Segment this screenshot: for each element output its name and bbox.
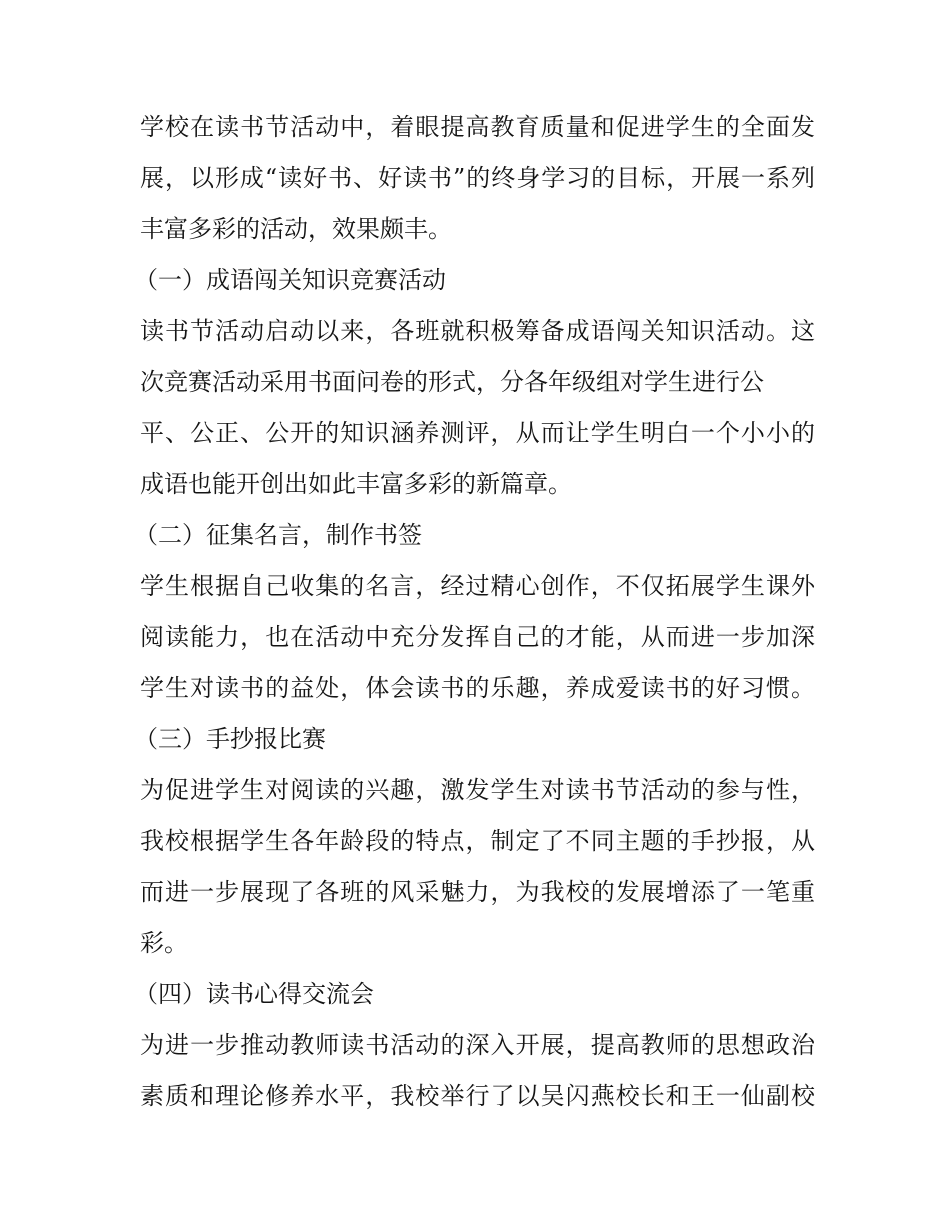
text-line-6: 次竞赛活动采用书面问卷的形式，分各年级组对学生进行公 xyxy=(140,368,764,396)
section-heading-2: （二）征集名言，制作书签 xyxy=(134,521,422,549)
text-line-11: 阅读能力，也在活动中充分发挥自己的才能，从而进一步加深 xyxy=(140,623,815,651)
text-line-17: 彩。 xyxy=(140,929,188,957)
text-line-15: 我校根据学生各年龄段的特点，制定了不同主题的手抄报，从 xyxy=(140,827,815,855)
text-line-20: 素质和理论修养水平，我校举行了以吴闪燕校长和王一仙副校 xyxy=(140,1082,815,1110)
text-line-19: 为进一步推动教师读书活动的深入开展，提高教师的思想政治 xyxy=(140,1031,815,1059)
body-text xyxy=(134,102,815,1122)
section-heading-1: （一）成语闯关知识竞赛活动 xyxy=(134,266,446,294)
text-line-14: 为促进学生对阅读的兴趣，激发学生对读书节活动的参与性， xyxy=(140,776,815,804)
text-line-7: 平、公正、公开的知识涵养测评，从而让学生明白一个小小的 xyxy=(140,419,815,447)
text-line-3: 丰富多彩的活动，效果颇丰。 xyxy=(140,215,452,243)
text-line-1: 学校在读书节活动中，着眼提高教育质量和促进学生的全面发 xyxy=(140,113,815,141)
text-line-12: 学生对读书的益处，体会读书的乐趣，养成爱读书的好习惯。 xyxy=(140,674,815,702)
text-line-5: 读书节活动启动以来，各班就积极筹备成语闯关知识活动。这 xyxy=(140,317,815,345)
section-heading-4: （四）读书心得交流会 xyxy=(134,980,374,1008)
text-line-8: 成语也能开创出如此丰富多彩的新篇章。 xyxy=(140,470,572,498)
text-line-2: 展，以形成“读好书、好读书”的终身学习的目标，开展一系列 xyxy=(140,164,815,192)
text-line-16: 而进一步展现了各班的风采魅力，为我校的发展增添了一笔重 xyxy=(140,878,815,906)
text-line-10: 学生根据自己收集的名言，经过精心创作，不仅拓展学生课外 xyxy=(140,572,815,600)
section-heading-3: （三）手抄报比赛 xyxy=(134,725,326,753)
